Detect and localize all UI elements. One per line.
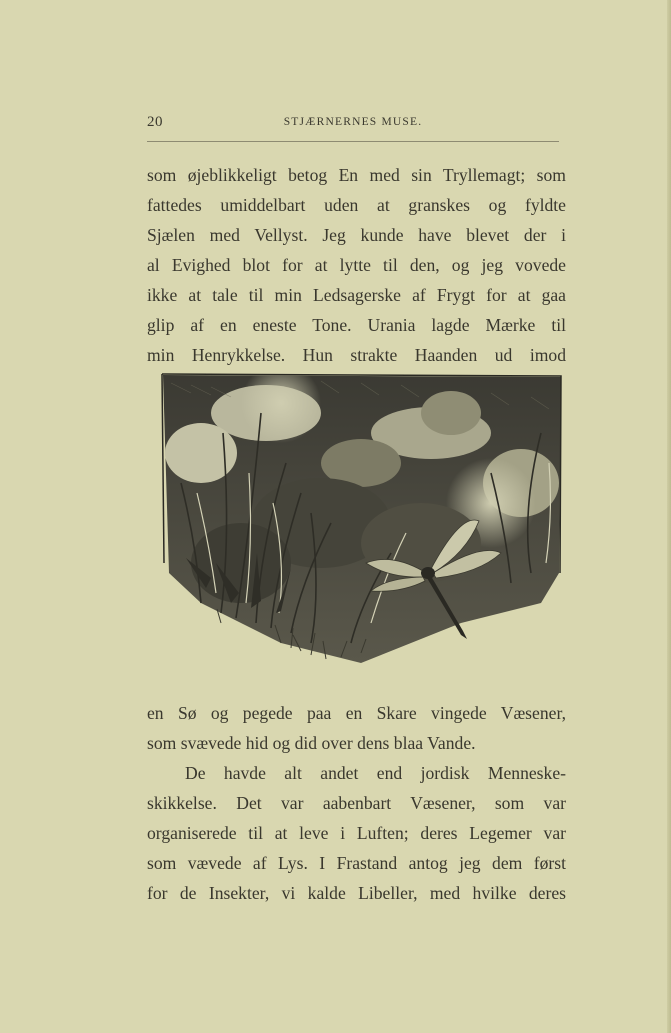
text-line: al Evighed blot for at lytte til den, og jeg vovede bbox=[147, 255, 566, 275]
text-line: for de Insekter, vi kalde Libeller, med hvilke deres bbox=[147, 883, 566, 903]
running-title: STJÆRNERNES MUSE. bbox=[283, 116, 423, 128]
paragraph-1 bbox=[147, 160, 566, 370]
text-line: som øjeblikkeligt betog En med sin Tryllemagt; som bbox=[147, 165, 566, 185]
paragraph-2 bbox=[147, 698, 566, 908]
text-line: en Sø og pegede paa en Skare vingede Væsener, bbox=[147, 703, 566, 723]
dragonfly-illustration bbox=[161, 373, 562, 673]
text-line: som svævede hid og did over dens blaa Vande. bbox=[147, 733, 476, 753]
text-line: ikke at tale til min Ledsagerske af Frygt for at gaa bbox=[147, 285, 566, 305]
page-edge bbox=[667, 0, 671, 1033]
page-number: 20 bbox=[147, 114, 163, 130]
text-line: som vævede af Lys. I Frastand antog jeg dem først bbox=[147, 853, 566, 873]
text-line: Sjælen med Vellyst. Jeg kunde have blevet der i bbox=[147, 225, 566, 245]
text-line: min Henrykkelse. Hun strakte Haanden ud imod bbox=[147, 345, 566, 365]
text-line: organiserede til at leve i Luften; deres Legemer var bbox=[147, 823, 566, 843]
page-header bbox=[147, 114, 559, 134]
text-line: skikkelse. Det var aabenbart Væsener, som var bbox=[147, 793, 566, 813]
header-rule bbox=[147, 141, 559, 142]
text-line: glip af en eneste Tone. Urania lagde Mærke til bbox=[147, 315, 566, 335]
text-line: fattedes umiddelbart uden at granskes og fyldte bbox=[147, 195, 566, 215]
engraving-image bbox=[161, 373, 562, 673]
text-line: De havde alt andet end jordisk Menneske- bbox=[185, 763, 566, 783]
